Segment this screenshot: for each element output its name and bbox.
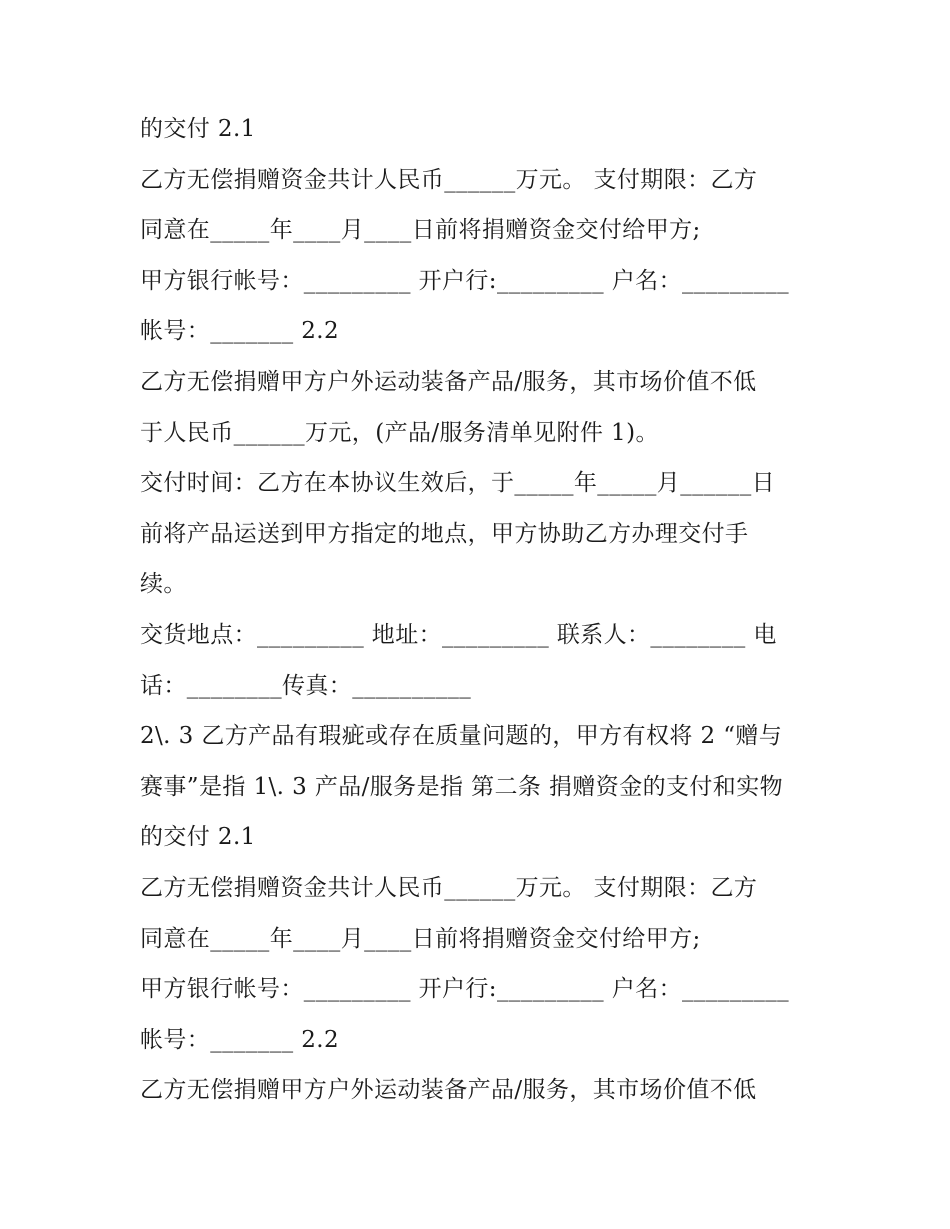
text-line: 赛事”是指 1\. 3 产品/服务是指 第二条 捐赠资金的支付和实物 (140, 773, 783, 800)
text-line: 前将产品运送到甲方指定的地点，甲方协助乙方办理交付手 (140, 520, 749, 547)
text-line: 续。 (140, 571, 187, 598)
text-line: 于人民币______万元，(产品/服务清单见附件 1)。 (140, 419, 659, 446)
text-line: 交付时间：乙方在本协议生效后，于_____年_____月______日 (140, 470, 775, 497)
text-line: 乙方无偿捐赠资金共计人民币______万元。 支付期限：乙方 (140, 874, 758, 901)
text-line: 交货地点：_________ 地址：_________ 联系人：________ 电 (140, 621, 777, 648)
text-line: 乙方无偿捐赠资金共计人民币______万元。 支付期限：乙方 (140, 166, 758, 193)
text-line: 乙方无偿捐赠甲方户外运动装备产品/服务，其市场价值不低 (140, 1077, 757, 1104)
text-line: 帐号：_______ 2.2 (140, 318, 339, 345)
text-line: 帐号：_______ 2.2 (140, 1026, 339, 1053)
text-line: 同意在_____年____月____日前将捐赠资金交付给甲方; (140, 925, 701, 952)
text-line: 甲方银行帐号：_________ 开户行:_________ 户名：_________ (140, 267, 790, 294)
text-line: 乙方无偿捐赠甲方户外运动装备产品/服务，其市场价值不低 (140, 368, 757, 395)
text-line: 甲方银行帐号：_________ 开户行:_________ 户名：_________ (140, 976, 790, 1003)
text-line: 2\. 3 乙方产品有瑕疵或存在质量问题的，甲方有权将 2 “赠与 (140, 723, 783, 750)
text-line: 的交付 2.1 (140, 824, 256, 851)
text-line: 同意在_____年____月____日前将捐赠资金交付给甲方; (140, 217, 701, 244)
text-line: 的交付 2.1 (140, 116, 256, 142)
text-line: 话：________传真：__________ (140, 672, 472, 699)
document-body (140, 104, 820, 1116)
